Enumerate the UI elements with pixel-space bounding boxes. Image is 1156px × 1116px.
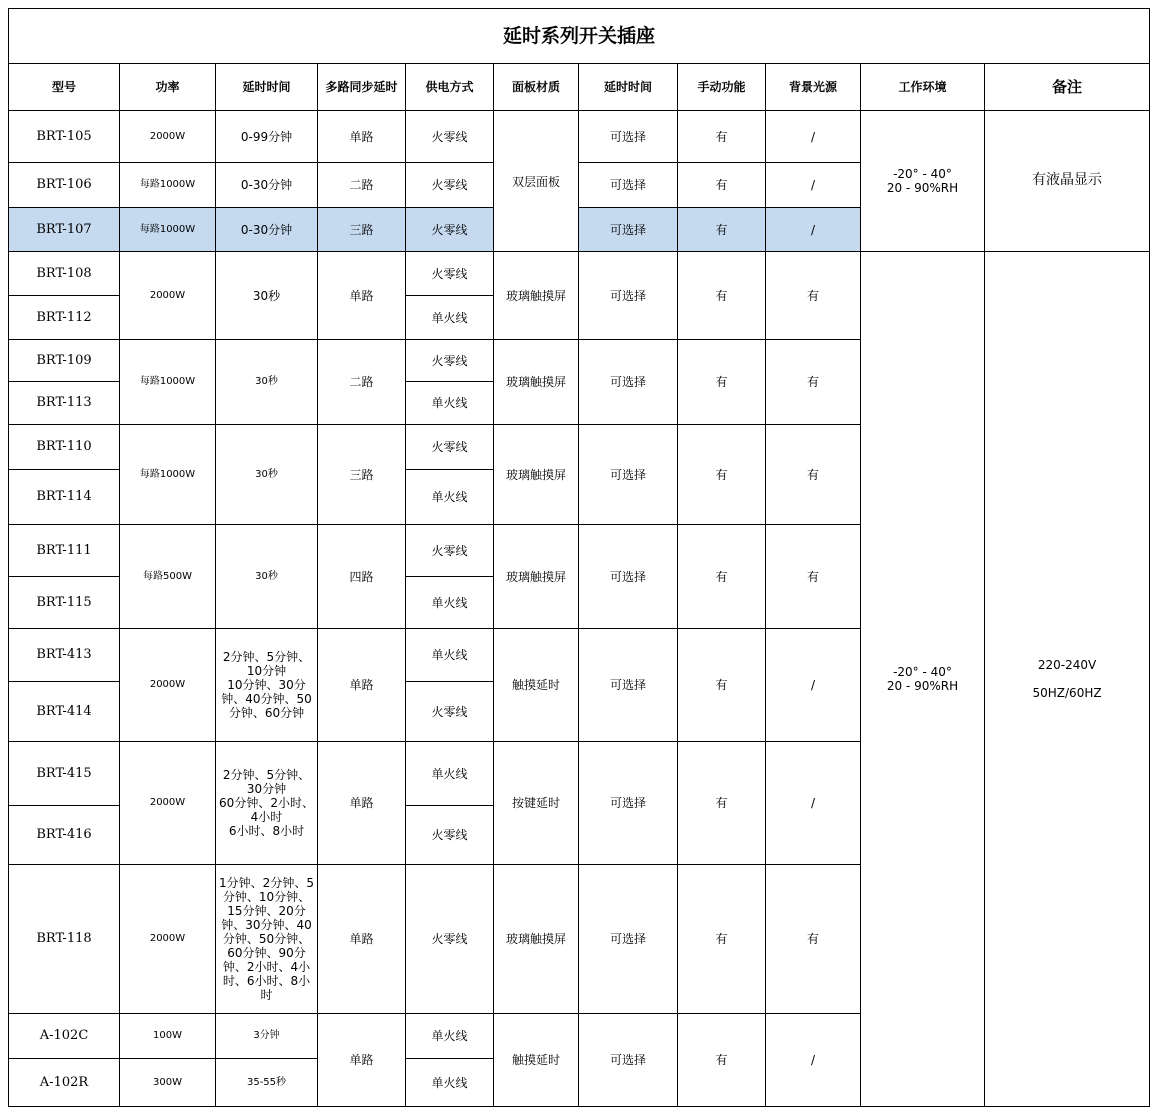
delay-cell: 0-30分钟 bbox=[216, 163, 318, 208]
power-cell: 300W bbox=[120, 1059, 216, 1107]
manual-cell: 有 bbox=[678, 111, 766, 163]
power-cell: 每路1000W bbox=[120, 340, 216, 425]
header-manual: 手动功能 bbox=[678, 64, 766, 111]
manual-cell: 有 bbox=[678, 629, 766, 742]
manual-cell: 有 bbox=[678, 525, 766, 629]
manual-cell: 有 bbox=[678, 865, 766, 1014]
panel-cell: 玻璃触摸屏 bbox=[494, 340, 579, 425]
manual-cell: 有 bbox=[678, 1014, 766, 1107]
delay-option-cell: 可选择 bbox=[579, 629, 678, 742]
manual-cell: 有 bbox=[678, 208, 766, 252]
model-cell: BRT-105 bbox=[9, 111, 120, 163]
multi-cell: 单路 bbox=[318, 742, 406, 865]
power-cell: 2000W bbox=[120, 252, 216, 340]
multi-cell: 三路 bbox=[318, 425, 406, 525]
model-cell: BRT-108 bbox=[9, 252, 120, 296]
spec-sheet bbox=[8, 8, 1150, 1107]
delay-option-cell: 可选择 bbox=[579, 525, 678, 629]
remarks-cell: 有液晶显示 bbox=[985, 111, 1150, 252]
header-power: 功率 bbox=[120, 64, 216, 111]
backlight-cell: / bbox=[766, 742, 861, 865]
multi-cell: 单路 bbox=[318, 865, 406, 1014]
multi-cell: 二路 bbox=[318, 163, 406, 208]
backlight-cell: / bbox=[766, 208, 861, 252]
header-model: 型号 bbox=[9, 64, 120, 111]
power-cell: 每路500W bbox=[120, 525, 216, 629]
delay-cell: 2分钟、5分钟、30分钟 60分钟、2小时、4小时 6小时、8小时 bbox=[216, 742, 318, 865]
model-cell: BRT-110 bbox=[9, 425, 120, 470]
supply-cell: 火零线 bbox=[406, 340, 494, 382]
supply-cell: 单火线 bbox=[406, 742, 494, 806]
manual-cell: 有 bbox=[678, 742, 766, 865]
power-cell: 2000W bbox=[120, 111, 216, 163]
supply-cell: 火零线 bbox=[406, 111, 494, 163]
panel-cell: 玻璃触摸屏 bbox=[494, 865, 579, 1014]
supply-cell: 单火线 bbox=[406, 470, 494, 525]
backlight-cell: 有 bbox=[766, 525, 861, 629]
supply-cell: 火零线 bbox=[406, 806, 494, 865]
model-cell: BRT-113 bbox=[9, 382, 120, 425]
header-environment: 工作环境 bbox=[861, 64, 985, 111]
delay-option-cell: 可选择 bbox=[579, 742, 678, 865]
multi-cell: 单路 bbox=[318, 111, 406, 163]
delay-cell: 30秒 bbox=[216, 525, 318, 629]
supply-cell: 火零线 bbox=[406, 163, 494, 208]
delay-cell: 30秒 bbox=[216, 340, 318, 425]
delay-option-cell: 可选择 bbox=[579, 252, 678, 340]
backlight-cell: 有 bbox=[766, 252, 861, 340]
multi-cell: 单路 bbox=[318, 629, 406, 742]
model-cell: BRT-413 bbox=[9, 629, 120, 682]
power-cell: 每路1000W bbox=[120, 208, 216, 252]
multi-cell: 四路 bbox=[318, 525, 406, 629]
power-cell: 每路1000W bbox=[120, 163, 216, 208]
title-row bbox=[9, 9, 1150, 64]
model-cell: A-102C bbox=[9, 1014, 120, 1059]
delay-option-cell: 可选择 bbox=[579, 425, 678, 525]
delay-option-cell: 可选择 bbox=[579, 340, 678, 425]
backlight-cell: / bbox=[766, 629, 861, 742]
backlight-cell: 有 bbox=[766, 425, 861, 525]
spec-table bbox=[8, 8, 1150, 1107]
panel-cell: 玻璃触摸屏 bbox=[494, 252, 579, 340]
header-backlight: 背景光源 bbox=[766, 64, 861, 111]
delay-cell: 3分钟 bbox=[216, 1014, 318, 1059]
panel-cell: 玻璃触摸屏 bbox=[494, 425, 579, 525]
multi-cell: 二路 bbox=[318, 340, 406, 425]
power-cell: 2000W bbox=[120, 742, 216, 865]
delay-cell: 0-30分钟 bbox=[216, 208, 318, 252]
model-cell: BRT-107 bbox=[9, 208, 120, 252]
delay-option-cell: 可选择 bbox=[579, 111, 678, 163]
header-multi-sync: 多路同步延时 bbox=[318, 64, 406, 111]
supply-cell: 火零线 bbox=[406, 682, 494, 742]
delay-cell: 30秒 bbox=[216, 425, 318, 525]
table-row bbox=[9, 252, 1150, 296]
supply-cell: 单火线 bbox=[406, 577, 494, 629]
panel-cell: 触摸延时 bbox=[494, 629, 579, 742]
multi-cell: 单路 bbox=[318, 1014, 406, 1107]
model-cell: BRT-414 bbox=[9, 682, 120, 742]
header-delay-time-2: 延时时间 bbox=[579, 64, 678, 111]
multi-cell: 单路 bbox=[318, 252, 406, 340]
model-cell: BRT-109 bbox=[9, 340, 120, 382]
power-cell: 100W bbox=[120, 1014, 216, 1059]
delay-option-cell: 可选择 bbox=[579, 1014, 678, 1107]
model-cell: BRT-106 bbox=[9, 163, 120, 208]
environment-cell: -20° - 40° 20 - 90%RH bbox=[861, 111, 985, 252]
power-cell: 每路1000W bbox=[120, 425, 216, 525]
header-supply: 供电方式 bbox=[406, 64, 494, 111]
manual-cell: 有 bbox=[678, 252, 766, 340]
environment-cell: -20° - 40° 20 - 90%RH bbox=[861, 252, 985, 1107]
delay-option-cell: 可选择 bbox=[579, 208, 678, 252]
model-cell: BRT-111 bbox=[9, 525, 120, 577]
backlight-cell: / bbox=[766, 1014, 861, 1107]
delay-cell: 0-99分钟 bbox=[216, 111, 318, 163]
manual-cell: 有 bbox=[678, 340, 766, 425]
delay-cell: 1分钟、2分钟、5分钟、10分钟、15分钟、20分钟、30分钟、40分钟、50分钟、60分钟、90分钟、2小时、4小时、6小时、8小时 bbox=[216, 865, 318, 1014]
panel-cell: 触摸延时 bbox=[494, 1014, 579, 1107]
supply-cell: 单火线 bbox=[406, 1059, 494, 1107]
header-panel: 面板材质 bbox=[494, 64, 579, 111]
model-cell: BRT-114 bbox=[9, 470, 120, 525]
delay-option-cell: 可选择 bbox=[579, 865, 678, 1014]
header-remarks: 备注 bbox=[985, 64, 1150, 111]
model-cell: BRT-118 bbox=[9, 865, 120, 1014]
power-cell: 2000W bbox=[120, 629, 216, 742]
manual-cell: 有 bbox=[678, 425, 766, 525]
delay-option-cell: 可选择 bbox=[579, 163, 678, 208]
backlight-cell: / bbox=[766, 163, 861, 208]
manual-cell: 有 bbox=[678, 163, 766, 208]
supply-cell: 火零线 bbox=[406, 865, 494, 1014]
supply-cell: 单火线 bbox=[406, 296, 494, 340]
model-cell: BRT-415 bbox=[9, 742, 120, 806]
table-row bbox=[9, 111, 1150, 163]
remarks-cell: 220-240V 50HZ/60HZ bbox=[985, 252, 1150, 1107]
multi-cell: 三路 bbox=[318, 208, 406, 252]
power-cell: 2000W bbox=[120, 865, 216, 1014]
header-row bbox=[9, 64, 1150, 111]
panel-cell: 玻璃触摸屏 bbox=[494, 525, 579, 629]
delay-cell: 30秒 bbox=[216, 252, 318, 340]
header-delay-time: 延时时间 bbox=[216, 64, 318, 111]
supply-cell: 单火线 bbox=[406, 382, 494, 425]
backlight-cell: / bbox=[766, 111, 861, 163]
delay-cell: 2分钟、5分钟、10分钟 10分钟、30分钟、40分钟、50分钟、60分钟 bbox=[216, 629, 318, 742]
backlight-cell: 有 bbox=[766, 865, 861, 1014]
panel-cell: 按键延时 bbox=[494, 742, 579, 865]
model-cell: BRT-112 bbox=[9, 296, 120, 340]
panel-cell: 双层面板 bbox=[494, 111, 579, 252]
delay-cell: 35-55秒 bbox=[216, 1059, 318, 1107]
supply-cell: 单火线 bbox=[406, 1014, 494, 1059]
model-cell: A-102R bbox=[9, 1059, 120, 1107]
model-cell: BRT-416 bbox=[9, 806, 120, 865]
supply-cell: 火零线 bbox=[406, 208, 494, 252]
backlight-cell: 有 bbox=[766, 340, 861, 425]
table-title: 延时系列开关插座 bbox=[9, 9, 1150, 64]
supply-cell: 火零线 bbox=[406, 252, 494, 296]
supply-cell: 单火线 bbox=[406, 629, 494, 682]
model-cell: BRT-115 bbox=[9, 577, 120, 629]
supply-cell: 火零线 bbox=[406, 525, 494, 577]
supply-cell: 火零线 bbox=[406, 425, 494, 470]
